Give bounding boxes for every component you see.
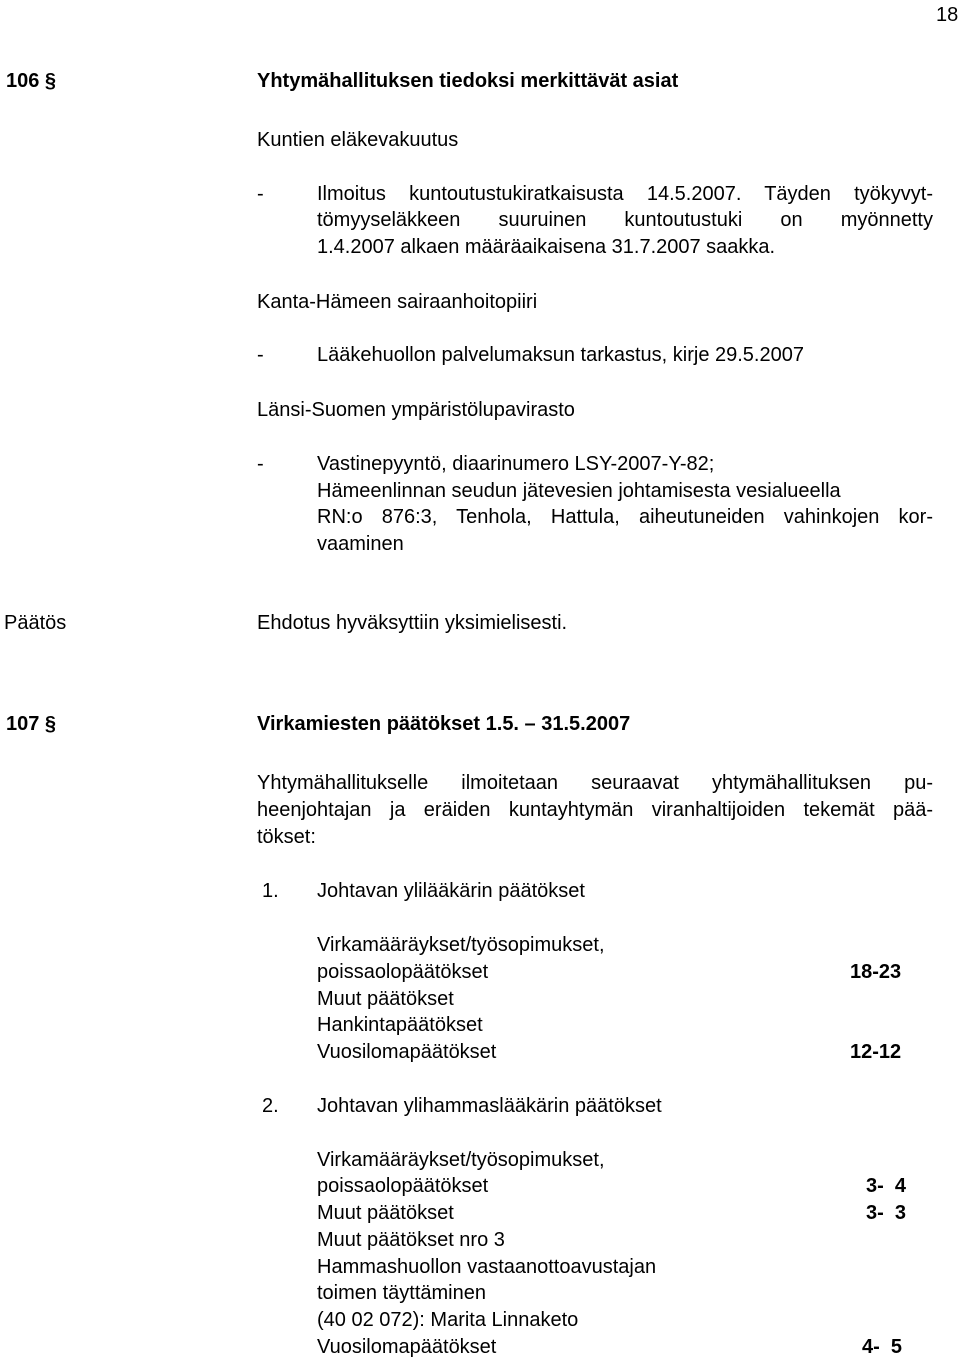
item-106-number	[6, 70, 56, 93]
section-number: 2.	[262, 1095, 279, 1117]
block-line: 1.4.2007 alkaen määräaikaisena 31.7.2007 saakka.	[317, 236, 776, 258]
decision-row-label: Virkamääräykset/työsopimukset,	[317, 1149, 605, 1171]
intro-line: Yhtymähallitukselle ilmoitetaan seuraavat yhtymähallituksen pu-	[257, 772, 933, 794]
decision-row-label: (40 02 072): Marita Linnaketo	[317, 1309, 579, 1331]
decision-row-label: Hammashuollon vastaanottoavustajan	[317, 1256, 657, 1278]
decision-row-label: toimen täyttäminen	[317, 1282, 486, 1304]
page-number: 18	[936, 4, 959, 26]
decision-row-label: poissaolopäätökset	[317, 961, 489, 983]
section-number: 1.	[262, 880, 279, 902]
block-line: tömyyseläkkeen suuruinen kuntoutustuki on myönnetty	[317, 209, 933, 231]
block-heading-ymparistolupavirasto: Länsi-Suomen ympäristölupavirasto	[257, 399, 575, 421]
item-107-title: Virkamiesten päätökset 1.5. – 31.5.2007	[257, 713, 631, 735]
block-heading-elakevakuutus: Kuntien eläkevakuutus	[257, 129, 459, 151]
block-line: Hämeenlinnan seudun jätevesien johtamisesta vesialueella	[317, 480, 841, 502]
decision-row-label: Hankintapäätökset	[317, 1014, 483, 1036]
item-107-number: 107 §	[6, 713, 57, 735]
decision-text: Ehdotus hyväksyttiin yksimielisesti.	[257, 612, 568, 634]
dash-marker: -	[257, 183, 264, 205]
decision-row-label: Vuosilomapäätökset	[317, 1336, 497, 1358]
decision-row-label: Muut päätökset	[317, 1202, 454, 1224]
section-heading: Johtavan ylilääkärin päätökset	[317, 880, 585, 902]
decision-row-value: 3- 3	[866, 1202, 907, 1224]
section-heading: Johtavan ylihammaslääkärin päätökset	[317, 1095, 662, 1117]
intro-line: tökset:	[257, 826, 316, 848]
block-line: RN:o 876:3, Tenhola, Hattula, aiheutuneiden vahinkojen kor-	[317, 506, 933, 528]
intro-line: heenjohtajan ja eräiden kuntayhtymän viranhaltijoiden tekemät pää-	[257, 799, 933, 821]
decision-row-value: 3- 4	[866, 1175, 907, 1197]
item-106-title: Yhtymähallituksen tiedoksi merkittävät asiat	[257, 70, 679, 92]
block-line: vaaminen	[317, 533, 404, 555]
decision-row-value: 12-12	[850, 1041, 902, 1063]
dash-marker: -	[257, 453, 264, 475]
decision-row-value: 4- 5	[862, 1336, 903, 1358]
decision-row-value: 18-23	[850, 961, 902, 983]
dash-marker: -	[257, 344, 264, 366]
decision-row-label: Muut päätökset nro 3	[317, 1229, 505, 1251]
block-line: Ilmoitus kuntoutustukiratkaisusta 14.5.2007. Täyden työkyvyt-	[317, 183, 933, 205]
decision-row-label: Virkamääräykset/työsopimukset,	[317, 934, 605, 956]
block-heading-sairaanhoitopiiri: Kanta-Hämeen sairaanhoitopiiri	[257, 291, 538, 313]
decision-row-label: Muut päätökset	[317, 988, 454, 1010]
decision-label: Päätös	[4, 612, 67, 634]
block-line: Vastinepyyntö, diaarinumero LSY-2007-Y-82;	[317, 453, 715, 475]
decision-row-label: Vuosilomapäätökset	[317, 1041, 497, 1063]
decision-row-label: poissaolopäätökset	[317, 1175, 489, 1197]
section-sign: 106 §	[6, 70, 57, 92]
block-line: Lääkehuollon palvelumaksun tarkastus, kirje 29.5.2007	[317, 344, 804, 366]
